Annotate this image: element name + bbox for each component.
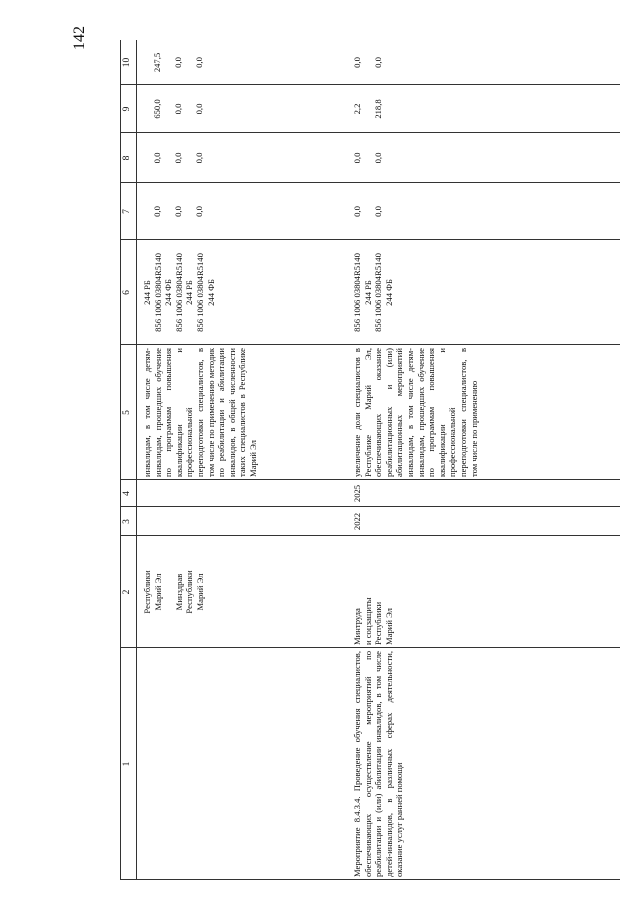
measure-8434-title: Мероприятие 8.4.3.4. Проведение обучения специалистов, обеспечивающих осуществление мероприятий по реабилитации и (или) абилитации инвалидов, в том числе детей-инвалидов, в различных сферах деятельности, оказание услуг ранней помощи (352, 648, 405, 877)
measure-8434-budget-codes: 856 1006 03804R5140 244 РБ 856 1006 03804R5140 244 ФБ (352, 253, 394, 332)
measure-8434-start-year: 2022 (352, 512, 362, 531)
budget-table (120, 40, 620, 880)
header-col-1: 1 (122, 761, 132, 767)
col7-values-continued: 0,0 0,0 0,0 (152, 206, 205, 217)
header-col-2: 2 (122, 589, 132, 595)
measure-8434-end-year: 2025 (352, 484, 362, 503)
col9-values-continued: 650,0 0,0 0,0 (152, 99, 205, 119)
header-col-6: 6 (122, 290, 132, 295)
col10-values-continued: 247,5 0,0 0,0 (152, 52, 205, 73)
measure-8434-responsible: Минтруда и соцзащиты Республики Марий Эл (352, 597, 394, 645)
header-col-7: 7 (122, 209, 132, 214)
header-col-4: 4 (122, 491, 132, 496)
header-col-3: 3 (122, 519, 132, 524)
measure-8434-col10: 0,0 0,0 (352, 57, 384, 68)
header-col-9: 9 (122, 106, 132, 112)
page-number: 142 (71, 26, 88, 50)
responsible-continued: Республики Марий Эл Минздрав Республики Марий Эл (142, 570, 205, 614)
header-col-8: 8 (122, 155, 132, 161)
measure-8434-col7: 0,0 0,0 (352, 206, 384, 217)
indicator-continued: инвалидам, в том числе детям-инвалидам, прошедших обучение по программам повышения квалификации и профессиональной переподготовки специалистов, в том числе по применению методик по реабилитации и абилитации инвалидов, в общей численности таких специалистов в Республике Марий Эл (142, 345, 258, 477)
budget-codes-continued: 244 РБ 856 1006 03804R5140 244 ФБ 856 1006 03804R5140 244 РБ 856 1006 03804R5140 244 ФБ (142, 253, 216, 332)
header-col-10: 10 (122, 57, 132, 68)
header-col-5: 5 (122, 410, 132, 415)
measure-8434-col8: 0,0 0,0 (352, 152, 384, 164)
col8-values-continued: 0,0 0,0 0,0 (152, 152, 205, 164)
measure-8434-col9: 2,2 218,8 (352, 99, 384, 119)
measure-8434-indicator: увеличение доли специалистов в Республике Марий Эл, обеспечивающих оказание реабилитационных и (или) абилитационных мероприятий инвалидам, в том числе детям-инвалидам, прошедших обучение по программам повышения квалификации и профессиональной переподготовки специалистов, в том числе по применению (352, 345, 479, 477)
